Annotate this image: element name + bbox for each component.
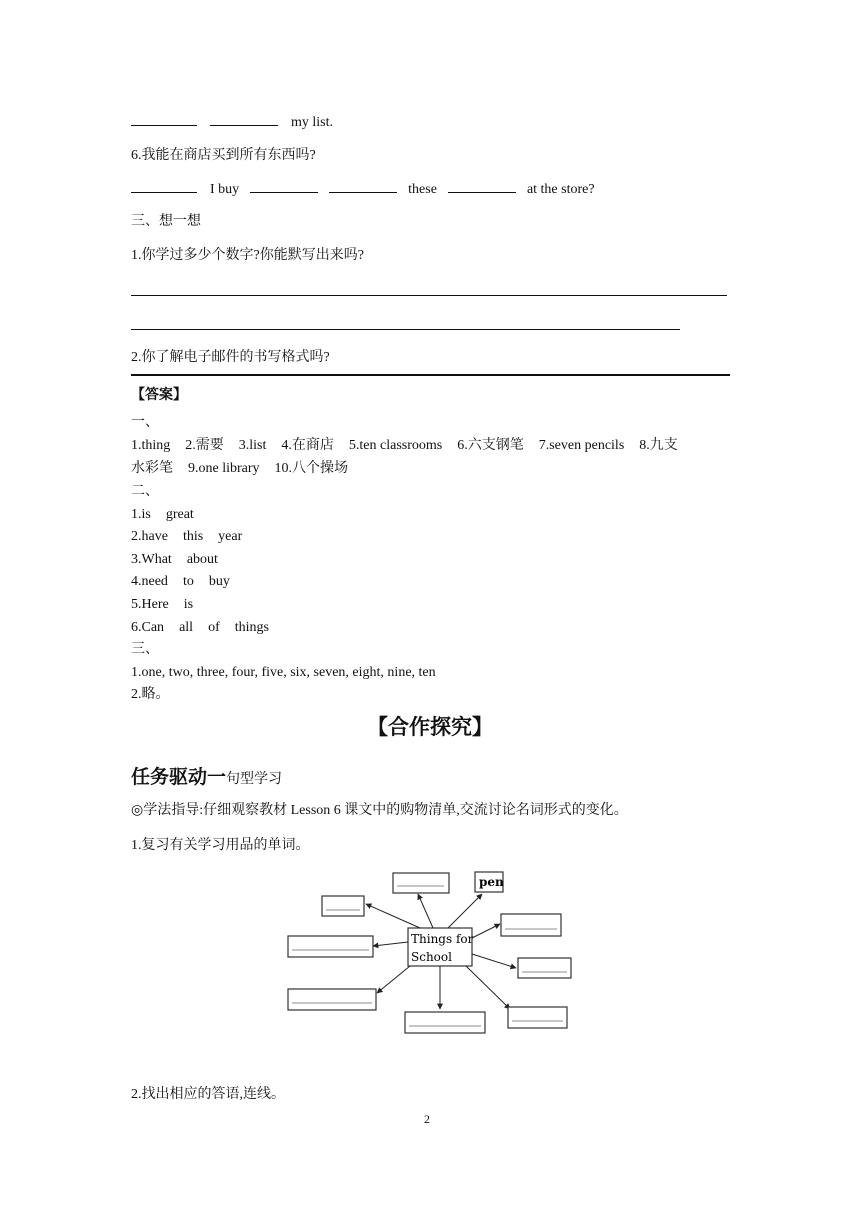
answers-sec2-item — [131, 619, 269, 637]
answers-sec3-item: 1.one, two, three, four, five, six, seven, eight, nine, ten — [131, 665, 436, 680]
answer-word: is — [183, 597, 194, 612]
q6-word-2: these — [408, 182, 437, 197]
answer-word: 5.Here — [131, 597, 169, 612]
answer-box[interactable] — [288, 989, 376, 1010]
blank[interactable] — [210, 113, 278, 126]
center-label-1: Things for — [411, 932, 474, 946]
answer-line[interactable] — [131, 295, 727, 296]
step-2: 2.找出相应的答语,连线。 — [131, 1087, 285, 1102]
answer-word: 1.is — [131, 507, 151, 522]
answer-word: 6.Can — [131, 620, 165, 635]
answer-word: things — [234, 620, 269, 635]
blank[interactable] — [329, 180, 397, 193]
task-title: 任务驱动一 — [131, 766, 227, 788]
part3-q1: 1.你学过多少个数字?你能默写出来吗? — [131, 248, 364, 263]
answers-sec2-label: 二、 — [131, 484, 159, 499]
task-subtitle: 句型学习 — [226, 771, 283, 787]
answers-sec1-line2 — [131, 460, 348, 478]
study-tip: ◎学法指导:仔细观察教材 Lesson 6 课文中的购物清单,交流讨论名词形式的变化。 — [131, 803, 628, 818]
step-1: 1.复习有关学习用品的单词。 — [131, 838, 310, 853]
answer-word: year — [218, 529, 243, 544]
q6-word-3: at the store? — [526, 182, 595, 197]
given-word-box — [475, 872, 504, 892]
blank[interactable] — [131, 180, 197, 193]
answer-item: 10.八个操场 — [274, 461, 349, 476]
answer-box[interactable] — [288, 936, 373, 957]
answer-word: this — [182, 529, 204, 544]
given-word: pen — [479, 875, 504, 889]
answers-sec1-line1 — [131, 437, 678, 455]
answer-item: 1.thing — [131, 438, 171, 453]
answer-word: 2.have — [131, 529, 168, 544]
q6-prompt: 6.我能在商店买到所有东西吗? — [131, 148, 316, 163]
answers-sec2-item — [131, 528, 242, 546]
q6-fill-line — [131, 180, 595, 199]
arrow — [472, 924, 500, 938]
answers-sec2-item — [131, 551, 218, 569]
answer-word: about — [186, 552, 218, 567]
arrow — [373, 942, 408, 946]
answers-title: 【答案】 — [131, 387, 187, 403]
answer-word: 3.What — [131, 552, 172, 567]
arrow — [472, 954, 516, 968]
q6-word-1: I buy — [210, 182, 240, 197]
arrow — [377, 966, 410, 993]
answer-box[interactable] — [322, 896, 364, 916]
blank[interactable] — [250, 180, 318, 193]
answer-word: of — [208, 620, 220, 635]
arrow — [366, 904, 420, 928]
answer-item: 9.one library — [188, 461, 260, 476]
answers-sec1-label: 一、 — [131, 415, 159, 430]
answer-item: 2.需要 — [185, 438, 224, 453]
answer-word: great — [165, 507, 194, 522]
part3-q2: 2.你了解电子邮件的书写格式吗? — [131, 350, 330, 365]
section-title: 【合作探究】 — [367, 715, 493, 739]
answer-word: to — [182, 574, 194, 589]
answer-item: 水彩笔 — [131, 461, 173, 476]
answer-word: all — [179, 620, 194, 635]
answer-box[interactable] — [508, 1007, 567, 1028]
answer-box[interactable] — [501, 914, 561, 936]
answer-box[interactable] — [405, 1012, 485, 1033]
line5-text: my list. — [291, 115, 334, 130]
arrow — [466, 966, 510, 1009]
part3-heading: 三、想一想 — [131, 214, 201, 229]
answer-box[interactable] — [393, 873, 449, 893]
answers-sec2-item — [131, 596, 193, 614]
section-divider — [131, 374, 730, 376]
answers-sec3-label: 三、 — [131, 642, 159, 657]
answer-item: 4.在商店 — [281, 438, 334, 453]
arrow — [448, 894, 482, 928]
answers-sec2-item — [131, 506, 194, 524]
answer-item: 5.ten classrooms — [348, 438, 443, 453]
fill-line-5 — [131, 113, 333, 132]
answers-sec2-item — [131, 573, 230, 591]
answers-sec3-item: 2.略。 — [131, 687, 170, 702]
answer-word: buy — [208, 574, 230, 589]
answer-item: 3.list — [238, 438, 267, 453]
answer-item: 8.九支 — [639, 438, 678, 453]
page-number: 2 — [424, 1112, 430, 1126]
things-for-school-diagram — [286, 866, 586, 1036]
answer-item: 7.seven pencils — [538, 438, 625, 453]
answer-line[interactable] — [131, 329, 680, 330]
blank[interactable] — [131, 113, 197, 126]
task-heading — [131, 762, 282, 789]
answer-box[interactable] — [518, 958, 571, 978]
arrow — [418, 894, 433, 928]
answer-word: 4.need — [131, 574, 168, 589]
blank[interactable] — [448, 180, 516, 193]
center-label-2: School — [411, 950, 452, 964]
answer-item: 6.六支钢笔 — [457, 438, 524, 453]
